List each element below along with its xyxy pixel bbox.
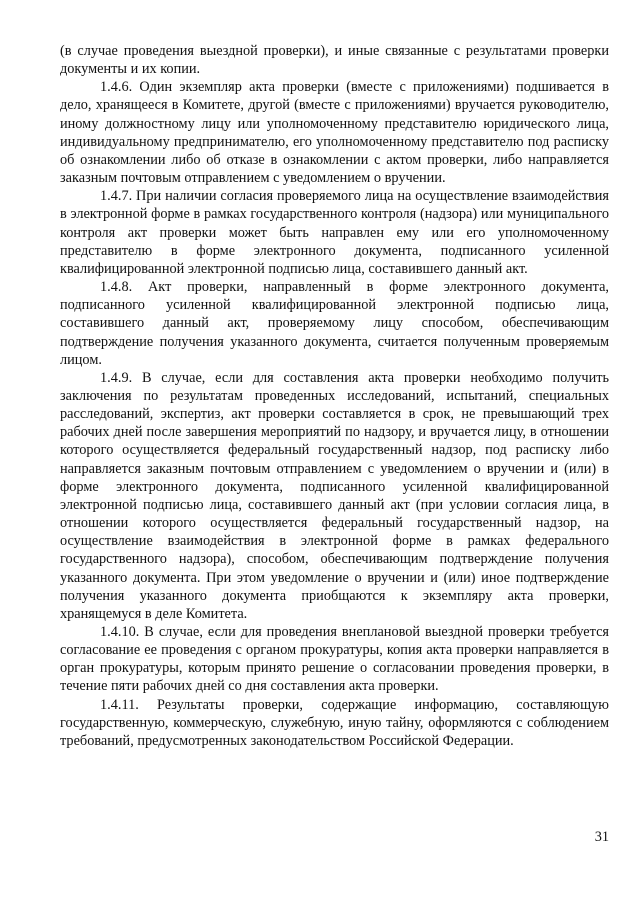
paragraph-1-4-7: 1.4.7. При наличии согласия проверяемого лица на осуществление взаимодействия в электронной форме в рамках государственного контроля (надзора) или муниципального контроля акт проверки может быть направлен ему или его уполномоченному представителю в форме электронного документа, подписанного усиленной квалифицированной электронной подписью лица, составившего данный акт. xyxy=(60,188,609,277)
paragraph-1-4-9: 1.4.9. В случае, если для составления акта проверки необходимо получить заключения по результатам проведенных исследований, испытаний, специальных расследований, экспертиз, акт проверки составляется в срок, не превышающий трех рабочих дней после завершения мероприятий по надзору, и вручается лицу, в отношении которого осуществляется федеральный государственный надзор, под расписку либо направляется заказным почтовым отправлением с уведомлением о вручении и (или) в форме электронного документа, подписанного усиленной квалифицированной электронной подписью лица, составившего данный акт (при условии согласия лица, в отношении которого осуществляется федеральный государственный надзор, на осуществление взаимодействия в электронной форме в рамках федерального государственного надзора), способом, обеспечивающим подтверждение получения указанного документа. При этом уведомление о вручении и (или) иное подтверждение получения указанного документа приобщаются к экземпляру акта проверки, хранящемуся в деле Комитета. xyxy=(60,369,609,622)
paragraph-1-4-10: 1.4.10. В случае, если для проведения внеплановой выездной проверки требуется согласование ее проведения с органом прокуратуры, копия акта проверки направляется в орган прокуратуры, которым принято решение о согласовании проведения проверки, в течение пяти рабочих дней со дня составления акта проверки. xyxy=(60,624,609,695)
paragraph-1-4-11: 1.4.11. Результаты проверки, содержащие информацию, составляющую государственную, коммерческую, служебную, иную тайну, оформляются с соблюдением требований, предусмотренных законодательством Российской Федерации. xyxy=(60,696,609,749)
document-body xyxy=(60,42,609,750)
page-number: 31 xyxy=(594,829,609,845)
paragraph-1-4-8: 1.4.8. Акт проверки, направленный в форме электронного документа, подписанного усиленной квалифицированной электронной подписью лица, составившего данный акт, проверяемому лицу способом, обеспечивающим подтверждение получения указанного документа, считается полученным проверяемым лицом. xyxy=(60,279,609,368)
paragraph-continuation: (в случае проведения выездной проверки), и иные связанные с результатами проверки документы и их копии. xyxy=(60,43,609,78)
paragraph-1-4-6: 1.4.6. Один экземпляр акта проверки (вместе с приложениями) подшивается в дело, хранящееся в Комитете, другой (вместе с приложениями) вручается руководителю, иному должностному лицу или уполномоченному представителю юридического лица, индивидуальному предпринимателю, его уполномоченному представителю под расписку об ознакомлении либо об отказе в ознакомлении с актом проверки, либо направляется заказным почтовым отправлением с уведомлением о вручении. xyxy=(60,79,609,187)
